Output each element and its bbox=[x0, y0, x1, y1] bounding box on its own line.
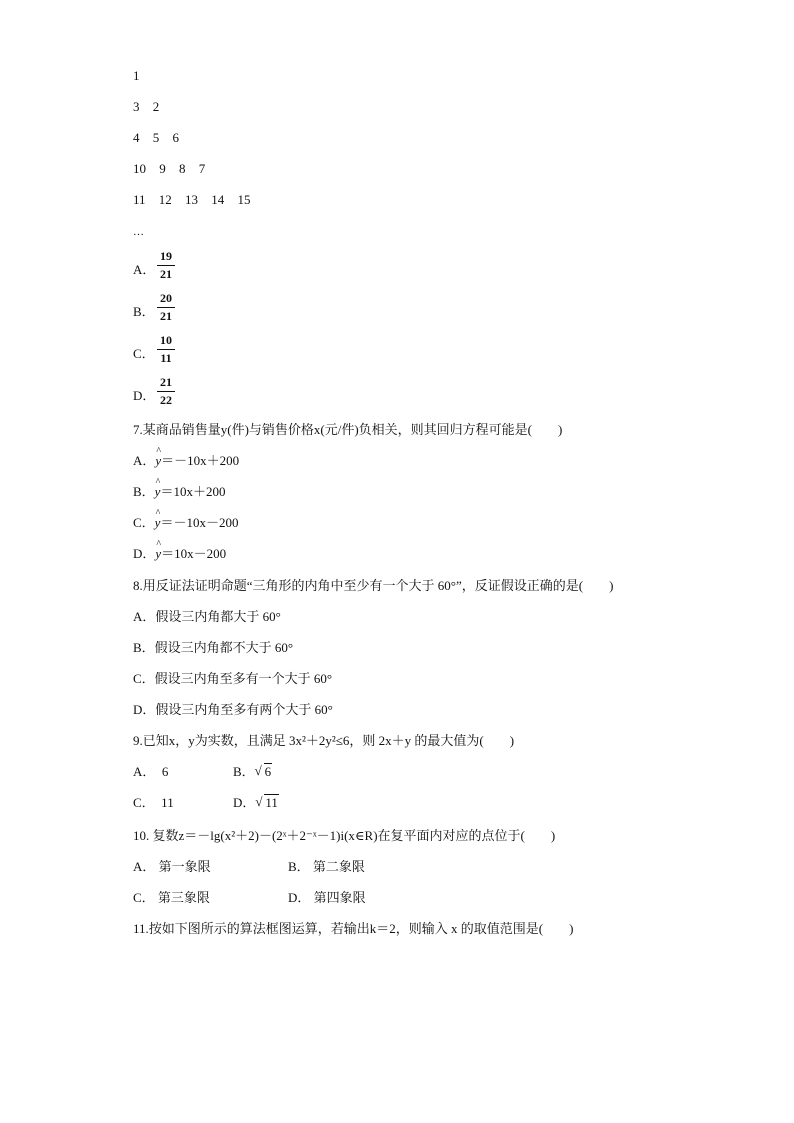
y-hat-symbol: ^ y bbox=[155, 515, 161, 530]
radicand: 6 bbox=[264, 764, 272, 779]
option-text: ＝10x＋200 bbox=[160, 484, 226, 499]
option-label: C． bbox=[133, 515, 155, 530]
triangle-number: 5 bbox=[152, 130, 160, 145]
fraction-bar bbox=[157, 307, 175, 308]
numerator: 21 bbox=[160, 375, 172, 389]
q10-options-row-1 bbox=[133, 859, 365, 875]
fraction-bar bbox=[157, 391, 175, 392]
option-label: D． bbox=[133, 546, 156, 561]
radicand: 11 bbox=[265, 795, 278, 810]
option-text: ＝－10x＋200 bbox=[161, 453, 240, 468]
option-label: D． bbox=[133, 388, 156, 403]
q8-option-d[interactable]: D．假设三内角至多有两个大于 60° bbox=[133, 702, 333, 717]
y-hat-symbol: ^ y bbox=[155, 453, 161, 468]
triangle-number: 10 bbox=[133, 161, 146, 176]
triangle-number: 6 bbox=[172, 130, 179, 145]
square-root bbox=[255, 764, 273, 780]
triangle-row-5 bbox=[133, 192, 261, 208]
fraction bbox=[157, 333, 175, 366]
triangle-number: 1 bbox=[133, 68, 140, 83]
q10-option-b[interactable]: B． 第二象限 bbox=[288, 859, 365, 874]
y-hat-symbol: ^ y bbox=[155, 546, 161, 561]
q8-option-c[interactable]: C．假设三内角至多有一个大于 60° bbox=[133, 671, 333, 686]
option-label: A． bbox=[133, 764, 156, 779]
fraction bbox=[157, 249, 175, 282]
denominator: 21 bbox=[160, 309, 172, 323]
triangle-number: 3 bbox=[133, 99, 140, 114]
numerator: 20 bbox=[160, 291, 172, 305]
fraction-bar bbox=[157, 265, 175, 266]
triangle-number: 9 bbox=[159, 161, 166, 176]
triangle-ellipsis: … bbox=[133, 226, 144, 238]
option-label: A． bbox=[133, 262, 156, 277]
triangle-row-4 bbox=[133, 161, 215, 177]
triangle-number: 12 bbox=[158, 192, 172, 207]
numerator: 19 bbox=[160, 249, 172, 263]
triangle-row-2 bbox=[133, 99, 169, 115]
q9-option-a[interactable] bbox=[133, 764, 233, 780]
q7-option-c[interactable] bbox=[133, 515, 238, 531]
denominator: 21 bbox=[160, 267, 172, 281]
fraction bbox=[157, 291, 175, 324]
option-label: B． bbox=[133, 484, 155, 499]
option-label: C． bbox=[133, 795, 155, 810]
triangle-number: 4 bbox=[133, 130, 140, 145]
option-label: D． bbox=[233, 795, 256, 810]
question-10-stem: 10. 复数z＝－lg(x²＋2)－(2ˣ＋2⁻ˣ－1)i(x∈R)在复平面内对应的点位于( ) bbox=[133, 828, 556, 843]
triangle-number: 14 bbox=[211, 192, 225, 207]
triangle-number: 15 bbox=[237, 192, 251, 207]
q9-options-row-1 bbox=[133, 764, 272, 780]
option-label: B． bbox=[233, 764, 255, 779]
question-8-stem: 8.用反证法证明命题“三角形的内角中至少有一个大于 60°”，反证假设正确的是( ) bbox=[133, 578, 614, 593]
triangle-row-3 bbox=[133, 130, 189, 146]
option-label: B． bbox=[133, 304, 155, 319]
option-value: 6 bbox=[161, 764, 169, 779]
y-hat-symbol: ^ y bbox=[155, 484, 161, 499]
q10-option-c[interactable]: C． 第三象限 bbox=[133, 890, 210, 905]
triangle-number: 11 bbox=[133, 192, 146, 207]
q10-options-row-2 bbox=[133, 890, 366, 906]
q8-option-b[interactable]: B．假设三内角都不大于 60° bbox=[133, 640, 294, 655]
option-label: C． bbox=[133, 346, 155, 361]
q9-option-c[interactable] bbox=[133, 795, 233, 811]
q7-option-b[interactable] bbox=[133, 484, 225, 500]
triangle-number: 13 bbox=[185, 192, 199, 207]
fraction-bar bbox=[157, 349, 175, 350]
q9-option-b[interactable] bbox=[233, 764, 272, 779]
square-root bbox=[255, 795, 279, 811]
option-value: 11 bbox=[161, 795, 174, 810]
question-9-stem: 9.已知x，y为实数，且满足 3x²＋2y²≤6，则 2x＋y 的最大值为( ) bbox=[133, 733, 515, 748]
q8-option-a[interactable]: A．假设三内角都大于 60° bbox=[133, 609, 281, 624]
triangle-number: 8 bbox=[179, 161, 186, 176]
denominator: 11 bbox=[160, 351, 172, 365]
question-7-stem: 7.某商品销售量y(件)与销售价格x(元/件)负相关，则其回归方程可能是( ) bbox=[133, 422, 563, 437]
triangle-number: 2 bbox=[152, 99, 160, 114]
denominator: 22 bbox=[160, 393, 172, 407]
q10-option-d[interactable]: D． 第四象限 bbox=[288, 890, 366, 905]
q10-option-a[interactable]: A． 第一象限 bbox=[133, 859, 211, 874]
fraction bbox=[157, 375, 175, 408]
triangle-number: 7 bbox=[198, 161, 206, 176]
triangle-row-1 bbox=[133, 68, 150, 84]
option-text: ＝－10x－200 bbox=[160, 515, 239, 530]
option-label: A． bbox=[133, 453, 156, 468]
question-11-stem: 11.按如下图所示的算法框图运算，若输出k＝2，则输入 x 的取值范围是( ) bbox=[133, 921, 574, 936]
q7-option-d[interactable] bbox=[133, 546, 226, 562]
q7-option-a[interactable] bbox=[133, 453, 239, 469]
numerator: 10 bbox=[160, 333, 172, 347]
q9-option-d[interactable] bbox=[233, 795, 279, 810]
option-text: ＝10x－200 bbox=[161, 546, 227, 561]
q9-options-row-2 bbox=[133, 795, 279, 811]
